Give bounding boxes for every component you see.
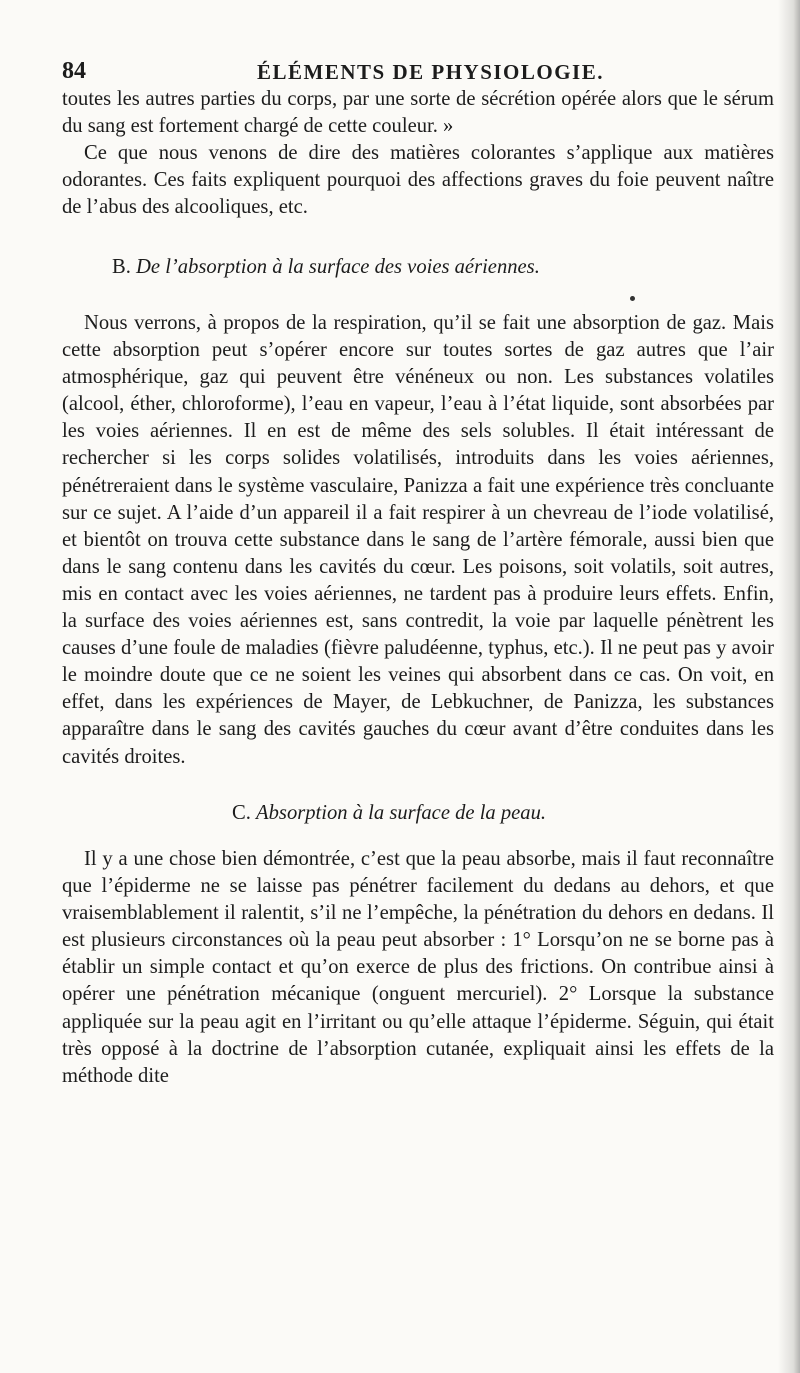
section-letter-c: C. xyxy=(232,802,251,824)
section-heading-b xyxy=(112,256,540,279)
section-heading-c xyxy=(232,802,546,825)
page-number: 84 xyxy=(62,58,86,84)
running-head xyxy=(62,58,762,88)
paragraph-peau: Il y a une chose bien démontrée, c’est que la peau absorbe, mais il faut reconnaître que l’épiderme ne se laisse pas pénétrer facilement du dedans au dehors, et que vraisemblablement il ralentit, s’il ne l’empêche, la pénétration du dehors en dedans. Il est plusieurs circonstances où la peau peut absorber : 1° Lorsqu’on ne se borne pas à établir un simple contact et qu’on exerce de plus des frictions. On contribue ainsi à opérer une pénétration mécanique (onguent mercuriel). 2° Lorsque la substance appliquée sur la peau agit en l’irritant ou qu’elle attaque l’épiderme. Séguin, qui était très opposé à la doctrine de l’absorption cutanée, expliquait ainsi les effets de la méthode dite xyxy=(62,848,774,1087)
paragraph-continuation: toutes les autres parties du corps, par une sorte de sécrétion opérée alors que le sérum du sang est fortement chargé de cette couleur. » xyxy=(62,88,774,138)
section-title-c: Absorption à la surface de la peau. xyxy=(256,802,547,824)
body-text-top xyxy=(62,86,774,221)
running-title: ÉLÉMENTS DE PHYSIOLOGIE. xyxy=(257,60,604,84)
body-text-bottom xyxy=(62,846,774,1090)
print-speck xyxy=(630,296,635,301)
body-text-middle xyxy=(62,310,774,771)
page-edge-shadow xyxy=(778,0,800,1373)
paragraph-odorantes: Ce que nous venons de dire des matières colorantes s’applique aux matières odorantes. Ces faits expliquent pourquoi des affections graves du foie peuvent naître de l’abus des alcooliques, etc. xyxy=(62,142,774,219)
section-title-b: De l’absorption à la surface des voies aériennes. xyxy=(136,256,540,278)
section-letter-b: B. xyxy=(112,256,131,278)
paragraph-voies-aeriennes: Nous verrons, à propos de la respiration, qu’il se fait une absorption de gaz. Mais cette absorption peut s’opérer encore sur toutes sortes de gaz autres que l’air atmosphérique, gaz qui peuvent être vénéneux ou non. Les substances volatiles (alcool, éther, chloroforme), l’eau en vapeur, l’eau à l’état liquide, sont absorbées par les voies aériennes. Il en est de même des sels solubles. Il était intéressant de rechercher si les corps solides volatilisés, introduits dans les voies aériennes, pénétreraient dans le système vasculaire, Panizza a fait une expérience très concluante sur ce sujet. A l’aide d’un appareil il a fait respirer à un chevreau de l’iode volatilisé, et bientôt on trouva cette substance dans le sang de l’artère fémorale, aussi bien que dans le sang contenu dans les cavités du cœur. Les poisons, soit volatils, soit autres, mis en contact avec les voies aériennes, ne tardent pas à produire leurs effets. Enfin, la surface des voies aériennes est, sans contredit, la voie par laquelle pénètrent les causes d’une foule de maladies (fièvre paludéenne, typhus, etc.). Il ne peut pas y avoir le moindre doute que ce ne soient les veines qui absorbent dans ce cas. On voit, en effet, dans les expériences de Mayer, de Lebkuchner, de Panizza, les substances apparaître dans le sang des cavités gauches du cœur avant d’être conduites dans les cavités droites. xyxy=(62,312,774,768)
